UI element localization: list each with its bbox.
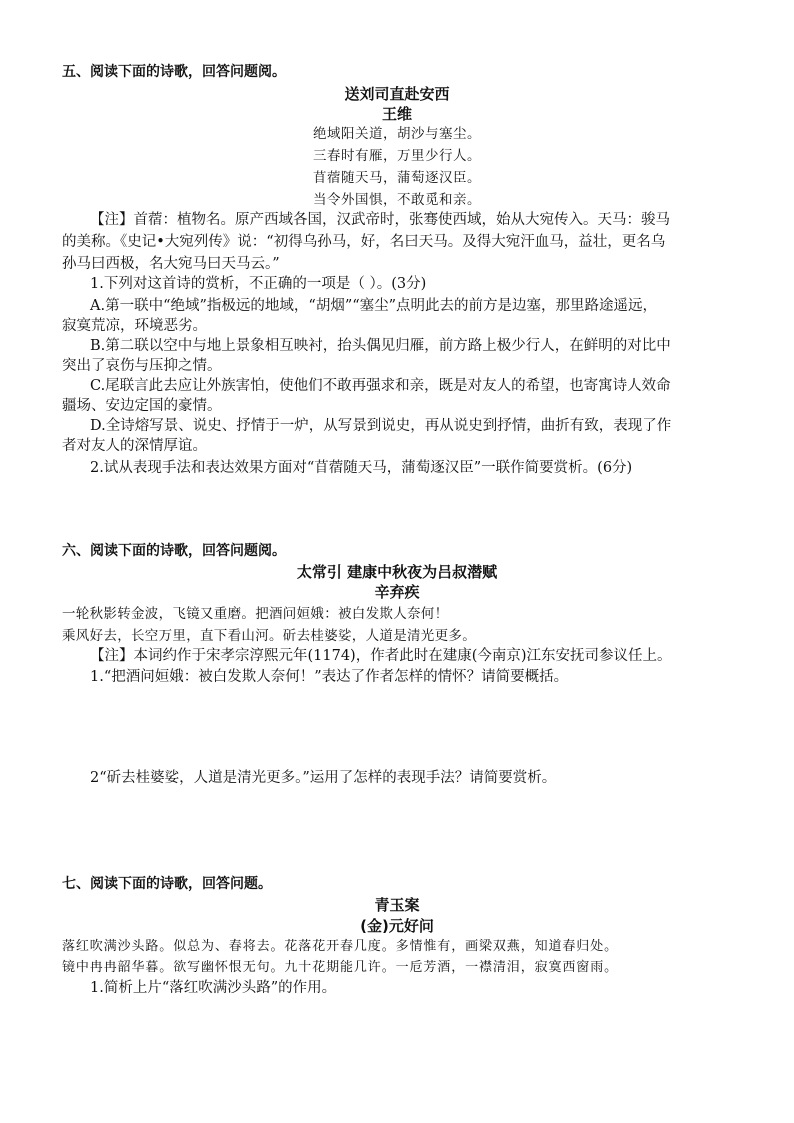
note-5-line bbox=[90, 210, 670, 230]
note-6-label: 【注】 bbox=[90, 648, 134, 664]
section-7-heading: 七、阅读下面的诗歌，回答问题。 bbox=[62, 876, 272, 892]
note-5-text: 首蓿：植物名。原产西域各国，汉武帝时，张骞使西域，始从大宛传入。天马：骏马 bbox=[133, 212, 670, 228]
option-d-cont: 者对友人的深情厚谊。 bbox=[62, 438, 207, 454]
option-d: D.全诗熔写景、说史、抒情于一炉，从写景到说史，再从说史到抒情，曲折有致，表现了作 bbox=[90, 418, 672, 434]
question-5-2: 2.试从表现手法和表达效果方面对“苜蓿随天马，蒲萄逐汉臣”一联作简要赏析。(6分) bbox=[90, 460, 633, 476]
poem-6-author: 辛弃疾 bbox=[374, 583, 420, 601]
poem-5-line: 三春时有雁，万里少行人。 bbox=[313, 148, 481, 164]
poem-7-author: (金)元好问 bbox=[360, 917, 434, 935]
poem-6-line: 乘风好去，长空万里，直下看山河。斫去桂婆娑，人道是清光更多。 bbox=[62, 628, 476, 644]
note-5-label: 【注】 bbox=[90, 212, 134, 228]
option-a-cont: 寂寞荒凉，环境恶劣。 bbox=[62, 318, 207, 334]
option-c: C.尾联言此去应让外族害怕，使他们不敢再强求和亲，既是对友人的希望，也寄寓诗人效命 bbox=[90, 378, 671, 394]
poem-5-title: 送刘司直赴安西 bbox=[344, 85, 450, 103]
note-5-line: 的美称。《史记•大宛列传》说：“初得乌孙马，好，名曰天马。及得大宛汗血马，益壮，更名乌 bbox=[62, 234, 666, 250]
poem-5-line: 苜蓿随天马，蒲萄逐汉臣。 bbox=[313, 170, 481, 186]
question-6-1: 1.“把酒问姮娥：被白发欺人奈何！”表达了作者怎样的情怀？请简要概括。 bbox=[90, 669, 569, 685]
poem-5-author: 王维 bbox=[381, 105, 412, 123]
note-6-text: 本词约作于宋孝宗淳熙元年(1174)，作者此时在建康(今南京)江东安抚司参议任上。 bbox=[133, 648, 672, 664]
section-6-heading: 六、阅读下面的诗歌，回答问题阅。 bbox=[62, 543, 286, 559]
section-5-heading: 五、阅读下面的诗歌，回答问题阅。 bbox=[62, 64, 286, 80]
question-6-2: 2“斫去桂婆娑，人道是清光更多。”运用了怎样的表现手法？请简要赏析。 bbox=[90, 770, 557, 786]
poem-7-title: 青玉案 bbox=[374, 896, 420, 914]
poem-5-line: 当令外国惧，不敢觅和亲。 bbox=[313, 192, 481, 208]
poem-6-line: 一轮秋影转金波，飞镜又重磨。把酒问姮娥：被白发欺人奈何！ bbox=[62, 606, 449, 622]
poem-6-title: 太常引 建康中秋夜为吕叔潜赋 bbox=[296, 563, 498, 581]
poem-7-line: 镜中冉冉韶华暮。欲写幽怀恨无句。九十花期能几许。一卮芳酒，一襟清泪，寂寞西窗雨。 bbox=[62, 960, 619, 975]
option-a: A.第一联中“绝域”指极远的地域，“胡烟”“塞尘”点明此去的前方是边塞，那里路途遥远， bbox=[90, 298, 658, 314]
option-c-cont: 疆场、安边定国的豪情。 bbox=[62, 398, 222, 414]
option-b: B.第二联以空中与地上景象相互映衬，抬头偶见归雁，前方路上极少行人，在鲜明的对比中 bbox=[90, 338, 671, 354]
question-7-1: 1.简析上片“落红吹满沙头路”的作用。 bbox=[90, 980, 337, 996]
note-5-line: 孙马曰西极，名大宛马曰天马云。” bbox=[62, 256, 280, 272]
note-6-line bbox=[90, 646, 672, 666]
poem-5-line: 绝域阳关道，胡沙与塞尘。 bbox=[313, 126, 481, 142]
question-5-1: 1.下列对这首诗的赏析，不正确的一项是（ ）。(3分) bbox=[90, 276, 427, 292]
option-b-cont: 突出了哀伤与压抑之情。 bbox=[62, 358, 222, 374]
poem-7-line: 落红吹满沙头路。似总为、春将去。花落花开春几度。多情惟有，画梁双燕，知道春归处。 bbox=[62, 939, 619, 954]
